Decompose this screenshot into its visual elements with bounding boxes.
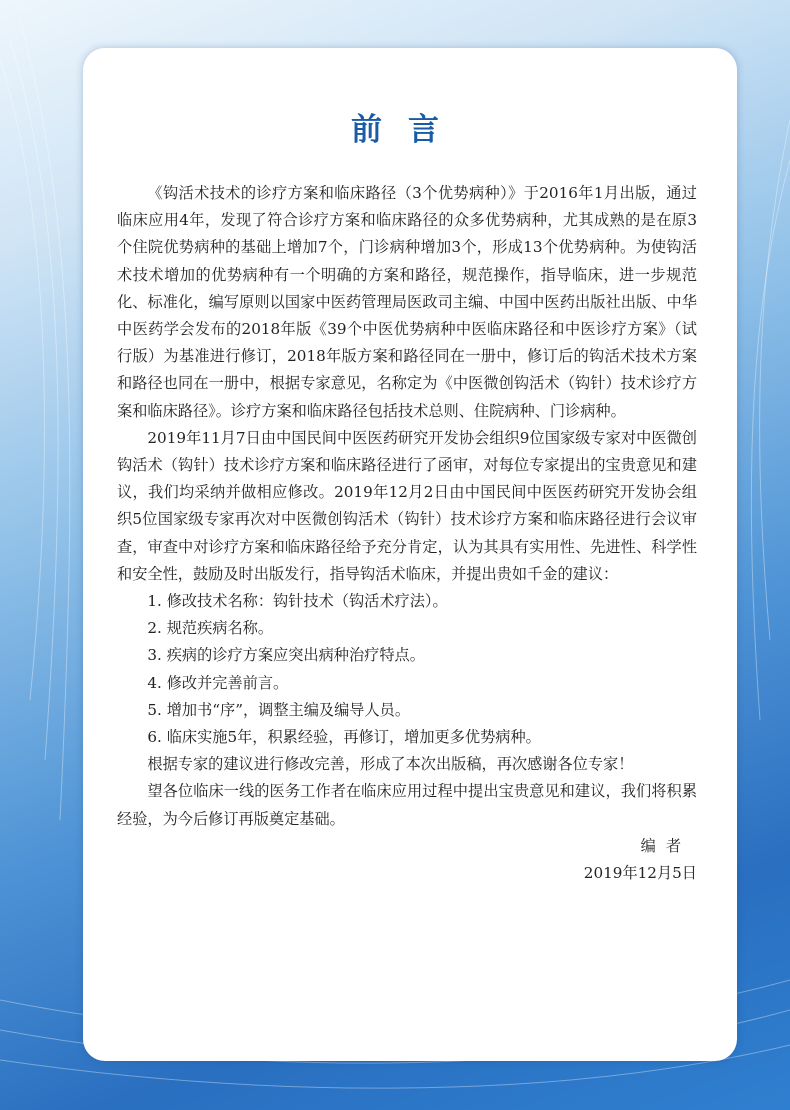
suggestion-item: 2. 规范疾病名称。 [147,619,274,638]
signature-author [117,833,697,860]
suggestion-item: 3. 疾病的诊疗方案应突出病种治疗特点。 [147,646,425,665]
author-label: 编者 [640,836,691,855]
paragraph-appeal: 望各位临床一线的医务工作者在临床应用过程中提出宝贵意见和建议，我们将积累经验，为今后修订再版奠定基础。 [117,782,697,828]
paragraph-review: 2019年11月7日由中国民间中医医药研究开发协会组织9位国家级专家对中医微创钩活术（钩针）技术诊疗方案和临床路径进行了函审，对每位专家提出的宝贵意见和建议，我们均采纳并做相应修改。2019年12月2日由中国民间中医医药研究开发协会组织5位国家级专家再次对中医微创钩活术（钩针）技术诊疗方案和临床路径进行会议审查，审查中对诊疗方案和临床路径给予充分肯定，认为其具有实用性、先进性、科学性和安全性，鼓励及时出版发行，指导钩活术临床，并提出贵如千金的建议： [117,428,697,583]
suggestion-item: 1. 修改技术名称：钩针技术（钩活术疗法）。 [147,592,448,611]
signature-date: 2019年12月5日 [583,864,697,883]
suggestion-item: 4. 修改并完善前言。 [147,673,289,692]
page-title: 前言 [351,112,465,148]
preface-body [117,180,697,887]
suggestion-list [117,588,697,751]
paragraph-intro: 《钩活术技术的诊疗方案和临床路径（3个优势病种）》于2016年1月出版，通过临床应用4年，发现了符合诊疗方案和临床路径的众多优势病种，尤其成熟的是在原3个住院优势病种的基础上增加7个，门诊病种增加3个，形成13个优势病种。为使钩活术技术增加的优势病种有一个明确的方案和路径，规范操作，指导临床，进一步规范化、标准化，编写原则以国家中医药管理局医政司主编、中国中医药出版社出版、中华中医药学会发布的2018年版《39个中医优势病种中医临床路径和中医诊疗方案》（试行版）为基准进行修订，2018年版方案和路径同在一册中，修订后的钩活术技术方案和路径也同在一册中，根据专家意见，名称定为《中医微创钩活术（钩针）技术诊疗方案和临床路径》。诊疗方案和临床路径包括技术总则、住院病种、门诊病种。 [117,184,697,420]
suggestion-item: 6. 临床实施5年，积累经验，再修订，增加更多优势病种。 [147,728,541,747]
suggestion-item: 5. 增加书“序”，调整主编及编导人员。 [147,700,411,719]
paragraph-thanks: 根据专家的建议进行修改完善，形成了本次出版稿，再次感谢各位专家！ [147,755,634,774]
